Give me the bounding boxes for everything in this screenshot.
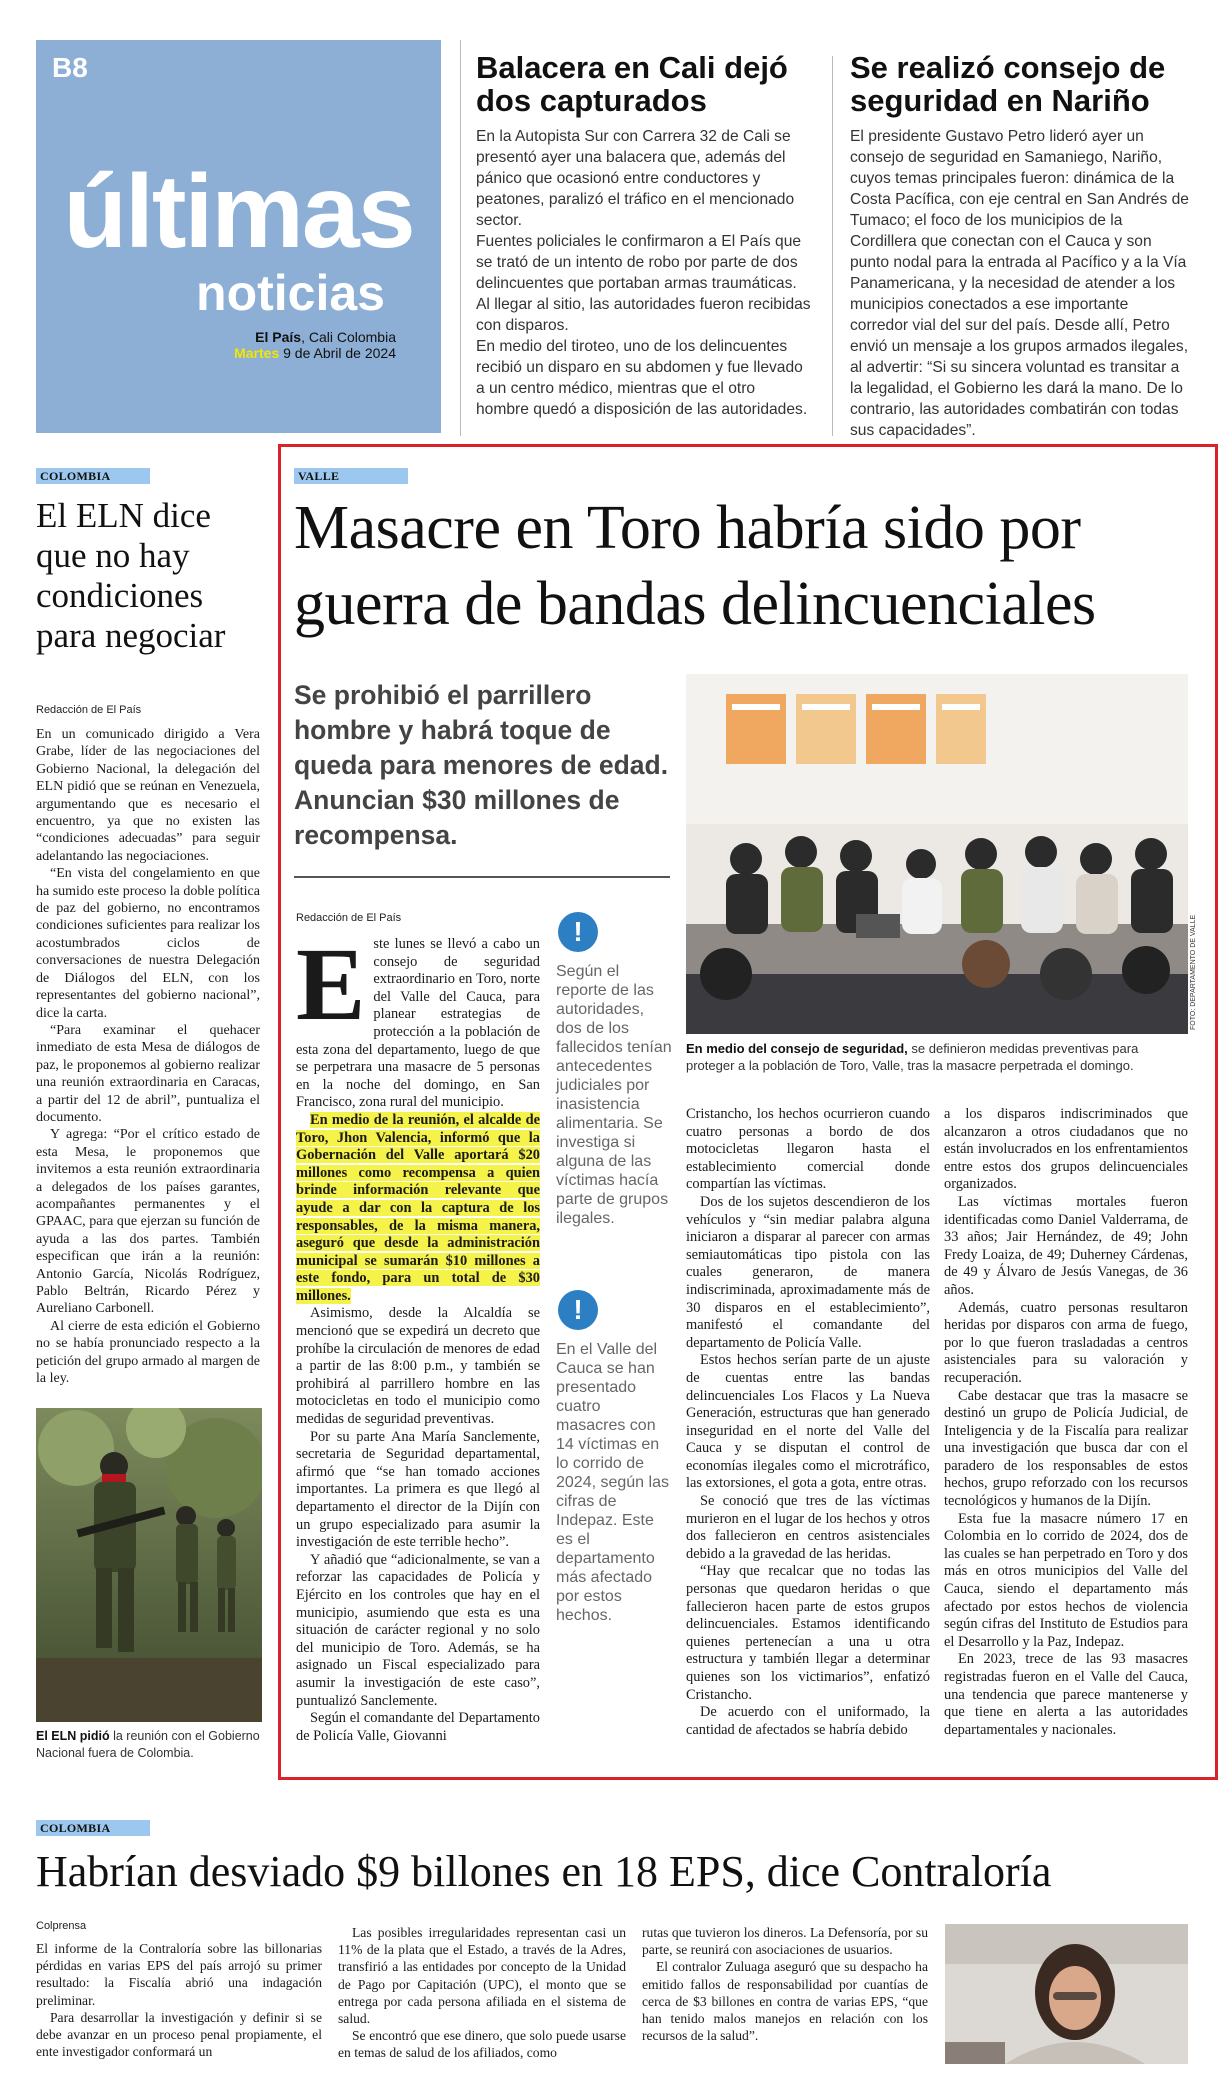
main-column-3 bbox=[686, 1106, 930, 1739]
contraloria-headline: Habrían desviado $9 billones en 18 EPS, dice Contraloría bbox=[36, 1847, 1052, 1896]
section-tag-colombia: COLOMBIA bbox=[36, 468, 150, 484]
column-divider bbox=[832, 56, 833, 436]
meeting-caption-text: se definieron medidas preventivas para proteger a la población de Toro, Valle, tras la masacre perpetrada el domingo. bbox=[686, 1041, 1139, 1073]
contraloria-paragraph: El informe de la Contraloría sobre las billonarias pérdidas en varias EPS del país arrojó su primer resultado: la Fiscalía abrió una indagación preliminar. bbox=[36, 1941, 322, 2008]
meeting-caption-bold: En medio del consejo de seguridad, bbox=[686, 1041, 908, 1056]
contraloria-column-3 bbox=[642, 1924, 928, 2044]
contraloria-paragraph: Para desarrollar la investigación y definir si se debe avanzar en un proceso penal propiamente, el ente investigador conformará un bbox=[36, 2009, 322, 2060]
eln-body bbox=[36, 726, 260, 1387]
brief-narino-body: El presidente Gustavo Petro lideró ayer un consejo de seguridad en Samaniego, Nariño, cuyos temas principales fueron: dinámica de la Costa Pacífica, con eje central en San Andrés de Tumaco; el foco de los municipios de la Cordillera que conectan con el Cauca y son punto nodal para la entrada al Pacífico y a la Vía Panamericana, y la necesidad de atender a los municipios conectados a ese importante corredor vial del sur del país. Desde allí, Petro envió un mensaje a los grupos armados ilegales, al advertir: “Si su sincera voluntad es transitar a la legalidad, el Gobierno les dará la mano. De lo contrario, las autoridades combatirán con todas sus capacidades”. bbox=[850, 128, 1189, 439]
masthead-paper-line bbox=[36, 329, 396, 345]
main-paragraph: Según el comandante del Departamento de Policía Valle, Giovanni bbox=[296, 1710, 540, 1744]
info-alert-icon: ! bbox=[558, 1290, 598, 1330]
eln-paragraph: “Para examinar el quehacer inmediato de esta Mesa de diálogos de paz, le proponemos al gobierno realizar una reunión extraordinaria en Caracas, a partir del 12 de abril”, puntualiza el documento. bbox=[36, 1022, 260, 1125]
side-note-1: Según el reporte de las autoridades, dos de los fallecidos tenían antecedentes judiciales por inasistencia alimentaria. Se investiga si alguna de las víctimas hacía parte de grupos ilegales. bbox=[556, 963, 672, 1227]
paper-name: El País bbox=[255, 329, 302, 345]
brief-cali-title: Balacera en Cali dejó dos capturados bbox=[476, 50, 788, 118]
paper-day: Martes bbox=[234, 345, 280, 361]
paper-location: , Cali Colombia bbox=[301, 329, 396, 345]
main-lead-paragraph bbox=[296, 927, 540, 1112]
main-paragraph: Asimismo, desde la Alcaldía se mencionó que se expedirá un decreto que prohíbe la circulación de menores de edad a partir de las 8:00 p.m., y también se prohibirá al parrillero hombre en las motocicletas en todo el municipio como medidas de seguridad preventivas. bbox=[296, 1305, 540, 1428]
section-tag-colombia: COLOMBIA bbox=[36, 1820, 150, 1836]
contraloria-paragraph: Se encontró que ese dinero, que solo puede usarse en temas de salud de los afiliados, como bbox=[338, 2028, 626, 2061]
main-paragraph: Se conoció que tres de las víctimas murieron en el lugar de los hechos y otros dos fallecieron en centros asistenciales debido a la gravedad de las heridas. bbox=[686, 1493, 930, 1562]
eln-paragraph: “En vista del congelamiento en que ha sumido este proceso la doble política de paz del gobierno, no encontramos condiciones suficientes para realizar los acostumbrados ciclos de conversaciones de nuestra Delegación de Diálogos del ELN, con los representantes del gobierno nacional”, dice la carta. bbox=[36, 866, 260, 1021]
info-alert-icon: ! bbox=[558, 912, 598, 952]
contraloria-paragraph: El contralor Zuluaga aseguró que su despacho ha emitido fallos de responsabilidad por cuantías de cerca de $3 billones en contra de varias EPS, “que han tenido malos manejos en relación con los recursos de la salud”. bbox=[642, 1959, 928, 2044]
brief-cali-paragraph: Fuentes policiales le confirmaron a El País que se trató de un intento de robo por parte de dos delincuentes que portaban armas traumáticas. Al llegar al sitio, las autoridades fueron recibidas con disparos. bbox=[476, 233, 811, 334]
main-column-4 bbox=[944, 1106, 1188, 1739]
main-paragraph: a los disparos indiscriminados que alcanzaron a otros ciudadanos que no están involucrados en los enfrentamientos entre estos dos grupos delincuenciales organizados. bbox=[944, 1106, 1188, 1193]
brief-cali-body bbox=[476, 126, 812, 420]
contraloria-paragraph: rutas que tuvieron los dineros. La Defensoría, por su parte, se reunirá con asociaciones de usuarios. bbox=[642, 1925, 928, 1958]
main-highlight-paragraph bbox=[296, 1112, 540, 1306]
page-number: B8 bbox=[52, 52, 88, 83]
drop-cap: E bbox=[296, 927, 366, 1042]
contralora-photo bbox=[945, 1924, 1188, 2064]
eln-guerrilla-photo bbox=[36, 1408, 262, 1722]
eln-headline: El ELN dice que no hay condiciones para negociar bbox=[36, 496, 226, 655]
main-paragraph: De acuerdo con el uniformado, la cantidad de afectados se habría debido bbox=[686, 1704, 930, 1738]
masthead-date-line bbox=[36, 345, 396, 361]
main-paragraph: Las víctimas mortales fueron identificadas como Daniel Valderrama, de 33 años; Jair Hernández, de 49; John Fredy Loaiza, de 49; Duherney Cárdenas, de 49 y Álvaro de Jesús Vanegas, de 36 años. bbox=[944, 1193, 1188, 1298]
eln-paragraph: En un comunicado dirigido a Vera Grabe, líder de las negociaciones del Gobierno Nacional, la delegación del ELN pidió que se reúnan en Venezuela, argumentando que es necesario el encuentro, ya que no existen las “condiciones adecuadas” para seguir adelantando las negociaciones. bbox=[36, 727, 260, 864]
main-paragraph: “Hay que recalcar que no todas las personas que quedaron heridas o que fallecieron hacen parte de estos grupos delincuenciales. Estamos identificando quienes pertenecían a una u otra estructura y también llegar a determinar quienes son los victimarios”, enfatizó Cristancho. bbox=[686, 1563, 930, 1703]
main-column-1 bbox=[296, 927, 540, 1745]
contraloria-column-2 bbox=[338, 1924, 626, 2062]
eln-caption-bold: El ELN pidió bbox=[36, 1729, 110, 1743]
main-paragraph: Esta fue la masacre número 17 en Colombia en lo corrido de 2024, dos de las cuales se han perpetrado en Toro y dos más en otros municipios del Valle del Cauca, siendo el departamento más afectado por estos hechos de violencia según cifras del Instituto de Estudios para el Desarrollo y la Paz, Indepaz. bbox=[944, 1510, 1188, 1650]
main-byline: Redacción de El País bbox=[296, 912, 402, 924]
contraloria-column-1 bbox=[36, 1940, 322, 2060]
eln-photo-caption bbox=[36, 1728, 264, 1762]
column-divider bbox=[460, 40, 461, 436]
brand-logo-noticias: noticias bbox=[196, 265, 385, 321]
main-headline: Masacre en Toro habría sido por guerra de bandas delincuenciales bbox=[294, 494, 1096, 638]
eln-paragraph: Al cierre de esta edición el Gobierno no se había pronunciado respecto a la petición del grupo armado al margen de la ley. bbox=[36, 1318, 260, 1387]
main-deck: Se prohibió el parrillero hombre y habrá toque de queda para menores de edad. Anuncian $30 millones de recompensa. bbox=[294, 680, 669, 850]
main-paragraph: Y añadió que “adicionalmente, se van a reforzar las capacidades de Policía y Ejército en los controles que hay en el municipio, asumiendo que esta es una situación de carácter regional y no solo del municipio de Toro. Además, se ha asignado un Fiscal especializado para asumir la investigación de este caso”, puntualizó Sanclemente. bbox=[296, 1551, 540, 1709]
meeting-photo-caption bbox=[686, 1040, 1188, 1074]
highlighted-text: En medio de la reunión, el alcalde de Toro, Jhon Valencia, informó que la Gobernación del Valle aportará $20 millones como recompensa a quien brinde información relevante que ayude a dar con la captura de los responsables, de la misma manera, aseguró que desde la administración municipal se sumarán $10 millones a este fondo, para un total de $30 millones. bbox=[296, 1111, 540, 1304]
contraloria-paragraph: Las posibles irregularidades representan casi un 11% de la plata que el Estado, a través de la Adres, transfirió a las entidades por concepto de la Unidad de Pago por Capitación (UPC), el monto que se entrega por cada persona afiliada en el sistema de salud. bbox=[338, 1925, 626, 2027]
main-lead-text: ste lunes se llevó a cabo un consejo de seguridad extraordinario en Toro, norte del Valle del Cauca, para planear estrategias de protección a la población de esta zona del departamento, luego de que se perpetrara una masacre de 5 personas en la noche del domingo, en San Francisco, zona rural del municipio. bbox=[296, 936, 540, 1111]
masthead bbox=[36, 40, 441, 433]
side-note-2: En el Valle del Cauca se han presentado cuatro masacres con 14 víctimas en lo corrido de 2024, según las cifras de Indepaz. Este es el departamento más afectado por estos hechos. bbox=[556, 1341, 669, 1624]
contraloria-byline: Colprensa bbox=[36, 1920, 87, 1932]
brief-cali-paragraph: En medio del tiroteo, uno de los delincuentes recibió un disparo en su abdomen y fue llevado a un centro médico, mientras que el otro hombre quedó a disposición de las autoridades. bbox=[476, 338, 808, 418]
eln-paragraph: Y agrega: “Por el crítico estado de esta Mesa, le proponemos que invitemos a esta reunión extraordinaria a delegados de los países garantes, acompañantes permanentes y el GPAAC, para que ejerzan su función de ayuda a las dos partes. También especifican que irán a la reunión: Antonio García, Nicolás Rodríguez, Pablo Beltrán, Ricardo Pérez y Aureliano Carbonell. bbox=[36, 1127, 260, 1317]
main-paragraph: Además, cuatro personas resultaron heridas por disparos con arma de fuego, por lo que fueron trasladadas a centros asistenciales para su valoración y recuperación. bbox=[944, 1299, 1188, 1386]
brief-cali-paragraph: En la Autopista Sur con Carrera 32 de Cali se presentó ayer una balacera que, además del pánico que ocasionó entre conductores y peatones, paralizó el tráfico en el mencionado sector. bbox=[476, 128, 795, 229]
main-paragraph: Cabe destacar que tras la masacre se destinó un grupo de Policía Judicial, de Inteligencia y de la Fiscalía para realizar una investigación que busca dar con el paradero de los responsables de estos hechos, grupo reforzado con los recursos tecnológicos y humanos de la Dijín. bbox=[944, 1387, 1188, 1510]
brand-logo-ultimas: últimas bbox=[63, 154, 414, 270]
main-paragraph: Por su parte Ana María Sanclemente, secretaria de Seguridad departamental, afirmó que “se han tomado acciones importantes. La primera es que llegó al departamento el director de la Dijín con un grupo especializado para asumir la investigación de este terrible hecho”. bbox=[296, 1428, 540, 1551]
section-tag-valle: VALLE bbox=[294, 468, 408, 484]
deck-divider bbox=[294, 876, 670, 878]
main-paragraph: Dos de los sujetos descendieron de los vehículos y “sin mediar palabra alguna iniciaron a disparar al parecer con armas semiautomáticas tipo pistola con las cuales generaron, de manera indiscriminada, aproximadamente más de 30 disparos en el establecimiento”, manifestó el comandante del departamento de Policía Valle. bbox=[686, 1193, 930, 1351]
photo-credit: FOTO: DEPARTAMENTO DE VALLE bbox=[1190, 914, 1197, 1030]
main-paragraph: En 2023, trece de las 93 masacres registradas fueron en el Valle del Cauca, una tendencia que parece mantenerse y que tiene en alerta a las autoridades departamentales y nacionales. bbox=[944, 1651, 1188, 1738]
main-paragraph: Cristancho, los hechos ocurrieron cuando cuatro personas a bordo de dos motocicletas llegaron hasta el establecimiento comercial donde compartían las víctimas. bbox=[686, 1106, 930, 1193]
eln-byline: Redacción de El País bbox=[36, 704, 142, 716]
paper-date: 9 de Abril de 2024 bbox=[279, 345, 396, 361]
eln-caption-text: la reunión con el Gobierno Nacional fuera de Colombia. bbox=[36, 1729, 260, 1760]
main-paragraph: Estos hechos serían parte de un ajuste de cuentas entre las bandas delincuenciales Los Flacos y La Nueva Generación, estructuras que han generado inseguridad en el norte del Valle del Cauca y se disputan el control de economías ilegales como el microtráfico, las extorsiones, el gota a gota, entre otras. bbox=[686, 1352, 930, 1492]
brief-narino-title: Se realizó consejo de seguridad en Nariño bbox=[850, 50, 1166, 118]
security-council-photo bbox=[686, 674, 1188, 1034]
